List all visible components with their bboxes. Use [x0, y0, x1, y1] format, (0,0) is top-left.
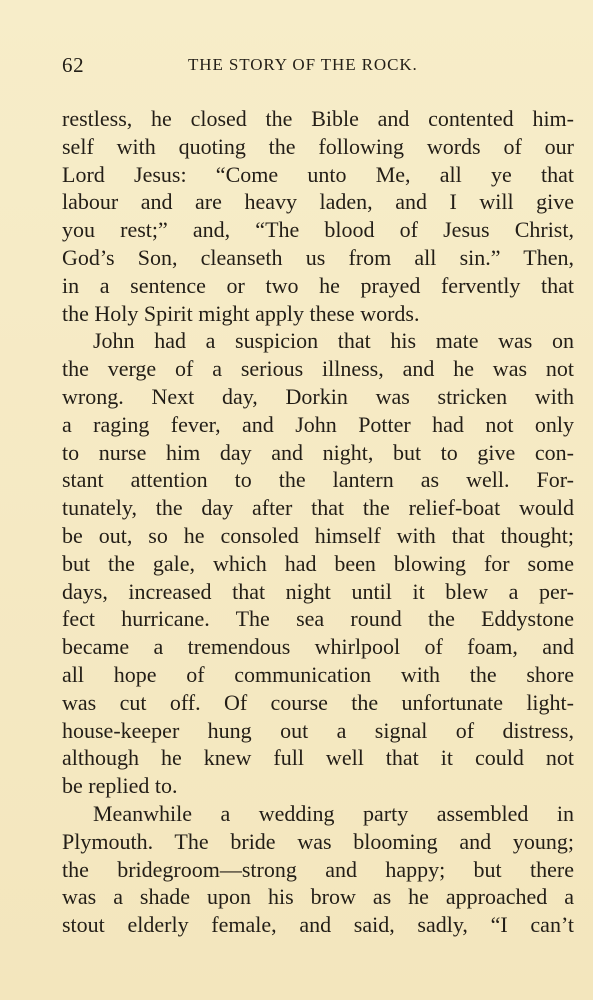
text-line: all hope of communication with the shore — [62, 661, 574, 687]
text-line: Plymouth. The bride was blooming and young; — [62, 828, 574, 854]
text-line: in a sentence or two he prayed fervently that — [62, 272, 574, 298]
text-line: Lord Jesus: “Come unto Me, all ye that — [62, 161, 574, 187]
text-line: was a shade upon his brow as he approached a — [62, 884, 574, 910]
page-header — [62, 53, 575, 79]
text-line: wrong. Next day, Dorkin was stricken with — [62, 383, 574, 409]
text-line: the Holy Spirit might apply these words. — [62, 300, 420, 326]
text-line: became a tremendous whirlpool of foam, and — [62, 634, 574, 660]
text-line: the verge of a serious illness, and he was not — [62, 356, 574, 382]
text-line: the bridegroom—strong and happy; but there — [62, 856, 574, 882]
page-number: 62 — [62, 53, 85, 77]
text-line: house-keeper hung out a signal of distress, — [62, 717, 574, 743]
text-line: be out, so he consoled himself with that thought; — [62, 522, 574, 548]
running-title: THE STORY OF THE ROCK. — [188, 55, 418, 74]
text-line: self with quoting the following words of our — [62, 133, 574, 159]
text-line: but the gale, which had been blowing for some — [62, 550, 574, 576]
text-line: restless, he closed the Bible and contented him- — [62, 106, 574, 131]
text-line: fect hurricane. The sea round the Eddystone — [62, 606, 574, 632]
text-line: labour and are heavy laden, and I will give — [62, 189, 574, 215]
text-line: was cut off. Of course the unfortunate light- — [62, 689, 574, 715]
text-line: be replied to. — [62, 773, 178, 799]
text-line: God’s Son, cleanseth us from all sin.” Then, — [62, 244, 574, 270]
text-line: John had a suspicion that his mate was on — [93, 328, 574, 354]
text-line: stant attention to the lantern as well. For- — [62, 467, 574, 493]
body-text — [62, 105, 574, 939]
text-line: you rest;” and, “The blood of Jesus Christ, — [62, 217, 574, 243]
text-line: to nurse him day and night, but to give con- — [62, 439, 574, 465]
text-line: although he knew full well that it could not — [62, 745, 574, 771]
text-line: days, increased that night until it blew a per- — [62, 578, 574, 604]
text-line: a raging fever, and John Potter had not only — [62, 411, 574, 437]
text-line: Meanwhile a wedding party assembled in — [93, 800, 574, 826]
text-line: tunately, the day after that the relief-boat would — [62, 495, 574, 521]
text-line: stout elderly female, and said, sadly, “I can’t — [62, 912, 574, 938]
